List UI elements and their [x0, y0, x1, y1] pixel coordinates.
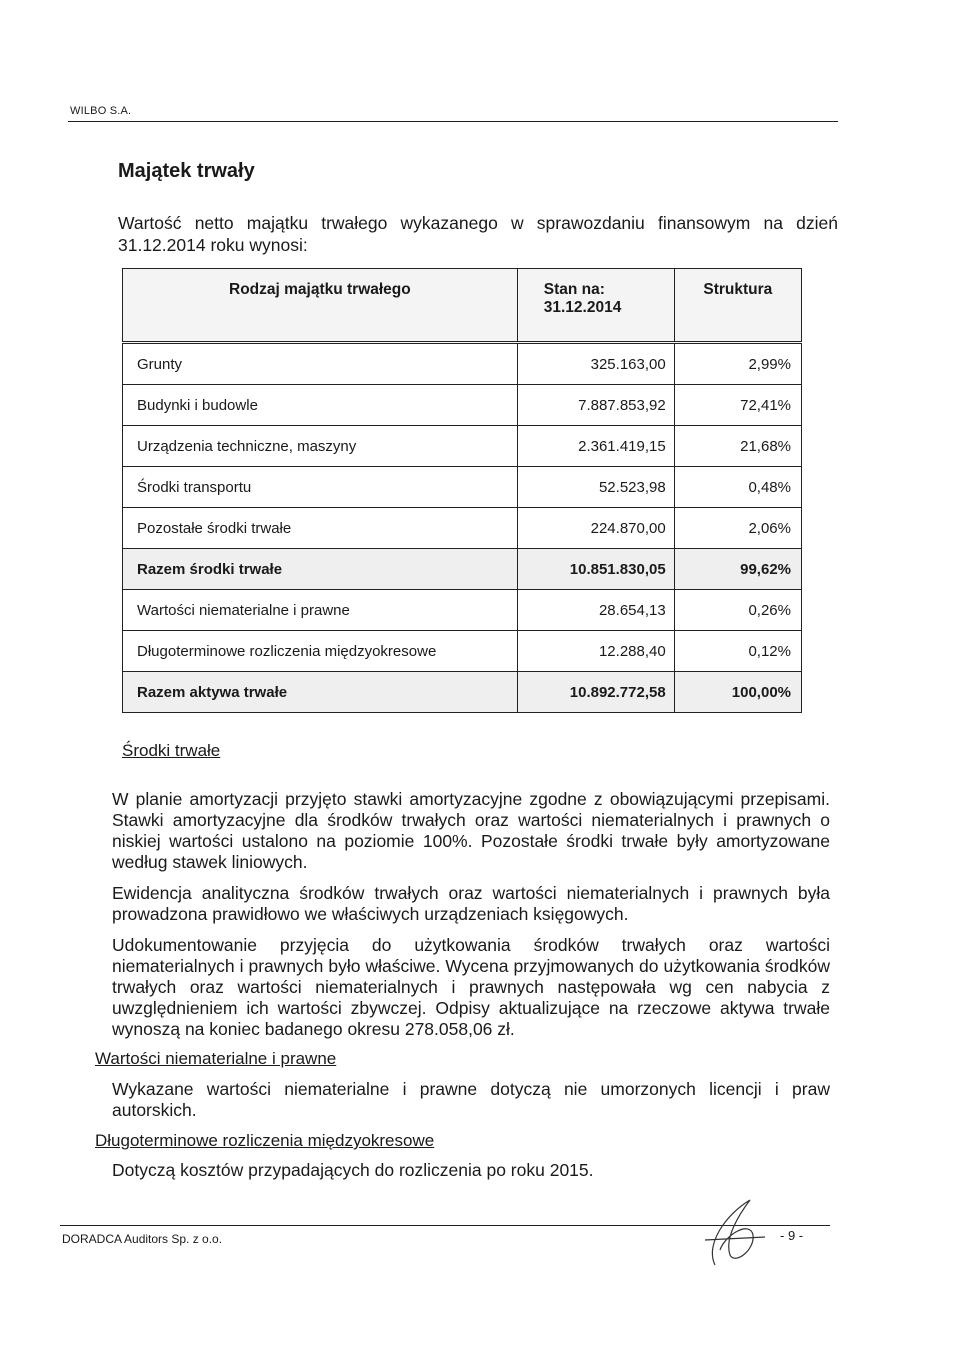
row-value: 12.288,40 [517, 631, 674, 672]
table-row-subtotal [123, 549, 802, 590]
signature-icon [695, 1195, 770, 1275]
row-share: 72,41% [674, 385, 801, 426]
row-share: 2,99% [674, 343, 801, 385]
row-name: Długoterminowe rozliczenia międzyokresowe [123, 631, 518, 672]
intangible-paragraph: Wykazane wartości niematerialne i prawne dotyczą nie umorzonych licencji i praw autorskich. [112, 1079, 830, 1120]
table-row-total [123, 672, 802, 713]
row-share: 99,62% [674, 549, 801, 590]
header-state-line1: Stan na: [543, 281, 605, 298]
table-row [123, 343, 802, 385]
row-name: Pozostałe środki trwałe [123, 508, 518, 549]
table-row [123, 385, 802, 426]
fixed-assets-heading: Środki trwałe [122, 741, 221, 760]
row-share: 2,06% [674, 508, 801, 549]
fixed-assets-paragraph-3: Udokumentowanie przyjęcia do użytkowania środków trwałych oraz wartości niematerialnych i prawnych było właściwe. Wycena przyjmowanych do użytkowania środków trwałych oraz wartości niematerialnych i prawnych następowała wg cen nabycia z uwzględnieniem ich wartości zbywczej. Odpisy aktualizujące na rzeczowe aktywa trwałe wynoszą na koniec badanego okresu 278.058,06 zł. [112, 935, 830, 1039]
prepaid-paragraph: Dotyczą kosztów przypadających do rozliczenia po roku 2015. [112, 1160, 594, 1180]
section-title: Majątek trwały [118, 160, 255, 182]
table-row [123, 426, 802, 467]
row-value: 52.523,98 [517, 467, 674, 508]
row-name: Razem środki trwałe [123, 549, 518, 590]
row-share: 0,26% [674, 590, 801, 631]
row-name: Wartości niematerialne i prawne [123, 590, 518, 631]
row-name: Budynki i budowle [123, 385, 518, 426]
row-value: 10.851.830,05 [517, 549, 674, 590]
assets-table [122, 268, 802, 713]
header-structure: Struktura [674, 269, 801, 343]
header-divider [68, 121, 838, 122]
row-name: Grunty [123, 343, 518, 385]
table-header-row [123, 269, 802, 343]
table-row [123, 590, 802, 631]
fixed-assets-paragraph-1: W planie amortyzacji przyjęto stawki amortyzacyjne zgodne z obowiązującymi przepisami. Stawki amortyzacyjne dla środków trwałych oraz wartości niematerialnych i prawnych o niskiej wartości ustalono na poziomie 100%. Pozostałe środki trwałe były amortyzowane według stawek liniowych. [112, 789, 830, 872]
row-share: 0,12% [674, 631, 801, 672]
row-share: 0,48% [674, 467, 801, 508]
page-number: - 9 - [780, 1228, 804, 1243]
table-row [123, 631, 802, 672]
footer-company: DORADCA Auditors Sp. z o.o. [62, 1232, 223, 1246]
table-row [123, 508, 802, 549]
row-value: 28.654,13 [517, 590, 674, 631]
intangible-heading: Wartości niematerialne i prawne [95, 1049, 337, 1068]
row-name: Urządzenia techniczne, maszyny [123, 426, 518, 467]
row-name: Razem aktywa trwałe [123, 672, 518, 713]
row-name: Środki transportu [123, 467, 518, 508]
header-type: Rodzaj majątku trwałego [123, 269, 518, 343]
header-company: WILBO S.A. [70, 105, 132, 117]
row-share: 100,00% [674, 672, 801, 713]
header-state [517, 269, 674, 343]
prepaid-heading: Długoterminowe rozliczenia międzyokresowe [95, 1131, 435, 1150]
fixed-assets-paragraph-2: Ewidencja analityczna środków trwałych oraz wartości niematerialnych i prawnych była prowadzona prawidłowo we właściwych urządzeniach księgowych. [112, 883, 830, 924]
row-value: 10.892.772,58 [517, 672, 674, 713]
header-state-line2: 31.12.2014 [543, 299, 622, 316]
row-value: 224.870,00 [517, 508, 674, 549]
row-value: 325.163,00 [517, 343, 674, 385]
row-value: 7.887.853,92 [517, 385, 674, 426]
intro-text: Wartość netto majątku trwałego wykazanego w sprawozdaniu finansowym na dzień 31.12.2014 roku wynosi: [118, 213, 838, 255]
table-row [123, 467, 802, 508]
row-share: 21,68% [674, 426, 801, 467]
row-value: 2.361.419,15 [517, 426, 674, 467]
